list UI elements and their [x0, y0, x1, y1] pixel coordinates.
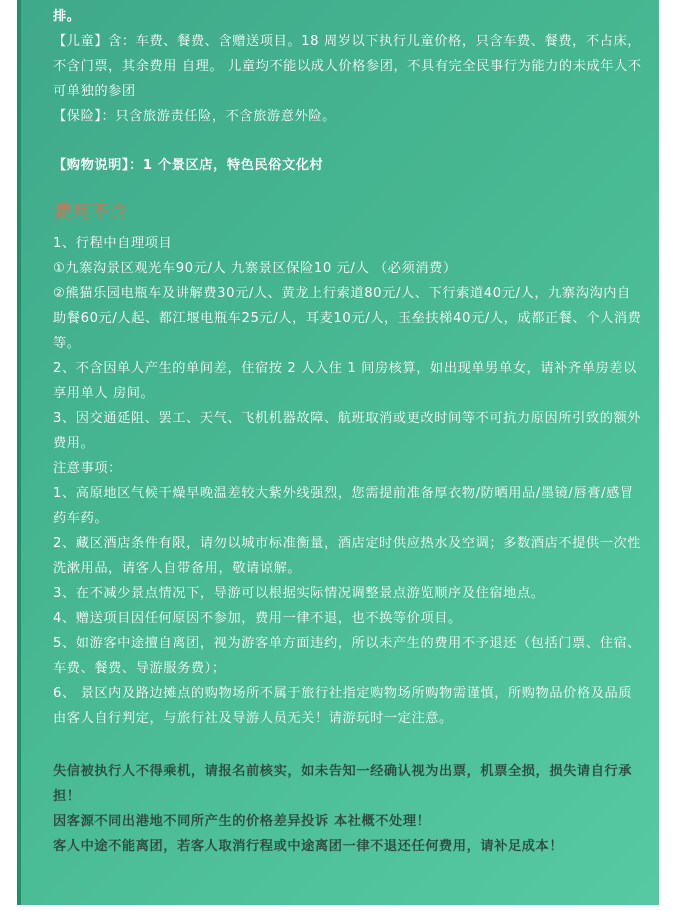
- info-panel: [21, 0, 659, 905]
- excluded-item-1-title: 1、行程中自理项目: [53, 236, 173, 251]
- note-item-3: 3、在不减少景点情况下，导游可以根据实际情况调整景点游览顺序及住宿地点。: [53, 586, 545, 601]
- excluded-item-1b: ②熊猫乐园电瓶车及讲解费30元/人、黄龙上行索道80元/人、下行索道40元/人，九寨沟沟内自助餐60元/人起、都江堰电瓶车25元/人，耳麦10元/人，玉垒扶梯40元/人，成都正餐、个人消费等。: [53, 286, 642, 351]
- excluded-item-1a: ①九寨沟景区观光车90元/人 九寨景区保险10 元/人 （必须消费）: [53, 261, 457, 276]
- insurance-policy-text: 【保险】：只含旅游责任险，不含旅游意外险。: [53, 109, 336, 124]
- warning-price-difference-text: 因客源不同出港地不同所产生的价格差异投诉 本社概不处理！: [53, 814, 431, 829]
- child-policy-text: 【儿童】含：车费、餐费、含赠送项目。18 周岁以下执行儿童价格，只含车费、餐费，不占床，不含门票，其余费用 自理。 儿童均不能以成人价格参团，不具有完全民事行为能力的未成年人不可单独的参团: [53, 34, 642, 99]
- note-item-1: 1、高原地区气候干燥早晚温差较大紫外线强烈，您需提前准备厚衣物/防晒用品/墨镜/唇膏/感冒药车药。: [53, 486, 634, 526]
- excluded-item-2: 2、不含因单人产生的单间差，住宿按 2 人入住 1 间房核算，如出现单男单女，请补齐单房差以享用单人 房间。: [53, 361, 637, 401]
- excluded-item-3: 3、因交通延阻、罢工、天气、飞机机器故障、航班取消或更改时间等不可抗力原因所引致的额外费用。: [53, 411, 642, 451]
- note-item-2: 2、藏区酒店条件有限，请勿以城市标准衡量，酒店定时供应热水及空调；多数酒店不提供一次性洗漱用品，请客人自带备用，敬请谅解。: [53, 536, 642, 576]
- excluded-costs-heading: 费用不含: [54, 202, 128, 223]
- shopping-note-text: 【购物说明】：1 个景区店，特色民俗文化村: [53, 158, 324, 173]
- notes-title: 注意事项：: [53, 461, 122, 476]
- note-item-6: 6、 景区内及路边摊点的购物场所不属于旅行社指定购物场所购物需谨慎，所购物品价格及品质由客人自行判定，与旅行社及导游人员无关！请游玩时一定注意。: [53, 686, 633, 726]
- warning-boarding-text: 失信被执行人不得乘机，请报名前核实，如未告知一经确认视为出票，机票全损，损失请自行承担！: [53, 764, 633, 804]
- intro-continued-text: 排。: [53, 9, 81, 24]
- note-item-5: 5、如游客中途擅自离团，视为游客单方面违约，所以未产生的费用不予退还（包括门票、住宿、 车费、餐费、导游服务费）；: [53, 636, 642, 676]
- note-item-4: 4、赠送项目因任何原因不参加，费用一律不退，也不换等价项目。: [53, 611, 462, 626]
- warning-leave-group-text: 客人中途不能离团，若客人取消行程或中途离团一律不退还任何费用，请补足成本！: [53, 839, 564, 854]
